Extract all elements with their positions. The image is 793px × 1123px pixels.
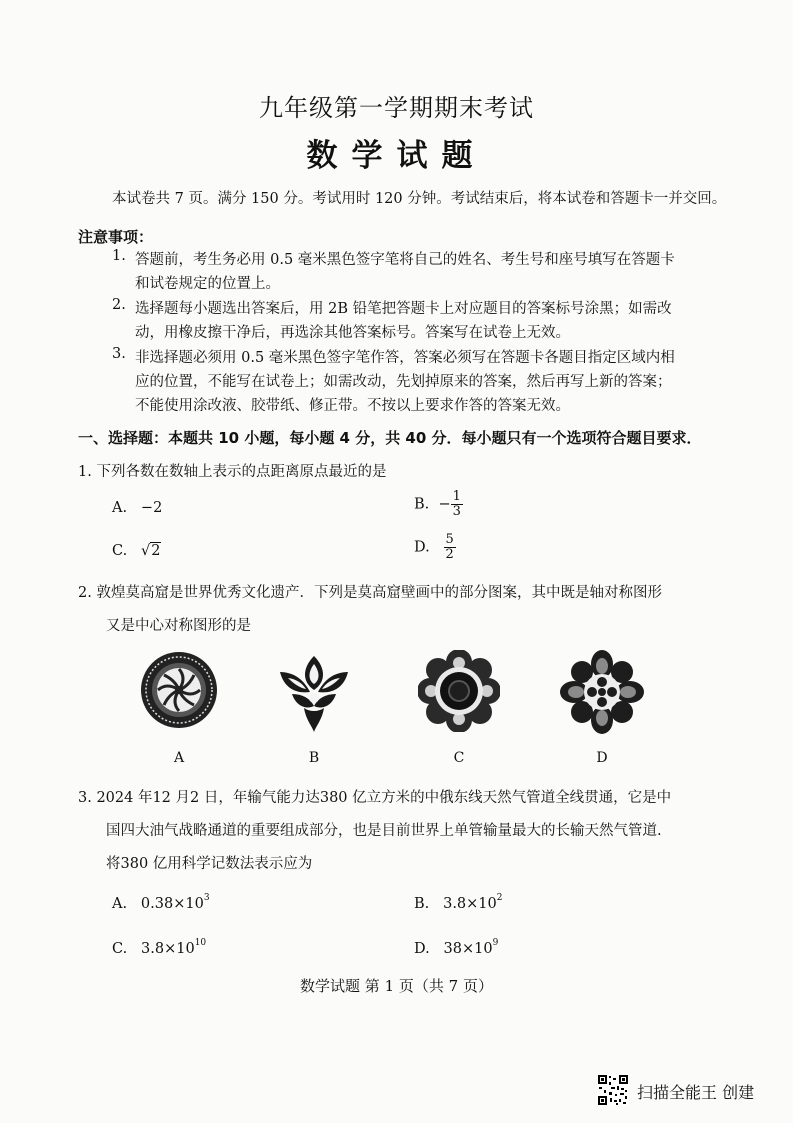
pattern-b-image <box>272 650 356 734</box>
subject-title: 数学试题 <box>306 138 487 174</box>
q3-option-c-label: C. <box>112 941 128 957</box>
note-3-line-1: 非选择题必须用 0.5 毫米黑色签字笔作答，答案必须写在答题卡各题目指定区域内相 <box>135 350 675 366</box>
section-1-heading: 一、选择题：本题共 10 小题，每小题 4 分，共 40 分．每小题只有一个选项符合题目要求． <box>78 429 702 447</box>
pattern-d-image <box>560 650 644 734</box>
scanner-watermark-text: 扫描全能王 创建 <box>637 1083 755 1102</box>
q1-option-d-fraction: $\frac{5}{2}$ <box>445 532 454 562</box>
q1-option-c <box>112 543 161 559</box>
q1-option-d <box>414 533 456 562</box>
note-1-line-1: 答题前，考生务必用 0.5 毫米黑色签字笔将自己的姓名、考生号和座号填写在答题卡 <box>135 252 675 268</box>
q1-option-b-fraction: $\frac{1}{3}$ <box>452 489 461 519</box>
exam-intro: 本试卷共 7 页。满分 150 分。考试用时 120 分钟。考试结束后，将本试卷和答题卡一并交回。 <box>112 191 727 207</box>
pattern-a-image <box>139 650 219 730</box>
q3-option-b-label: B. <box>414 896 430 912</box>
pattern-a-label: A <box>173 750 185 766</box>
q3-option-a: A. $0.38\times 10^3$ <box>112 893 210 912</box>
q2-stem-line-2: 又是中心对称图形的是 <box>106 618 251 634</box>
q2-stem-line-1: 2. 敦煌莫高窟是世界优秀文化遗产．下列是莫高窟壁画中的部分图案，其中既是轴对称图形 <box>78 585 662 601</box>
q3-option-d-label: D. <box>414 941 430 957</box>
q1-stem: 1. 下列各数在数轴上表示的点距离原点最近的是 <box>78 464 387 480</box>
q3-stem-line-1: 3. 2024 年12 月2 日，年输气能力达380 亿立方米的中俄东线天然气管道全线贯通，它是中 <box>78 790 672 806</box>
note-2-number: 2. <box>112 297 126 313</box>
note-2-line-1: 选择题每小题选出答案后，用 2B 铅笔把答题卡上对应题目的答案标号涂黑；如需改 <box>135 301 672 317</box>
note-2-line-2: 动，用橡皮擦干净后，再选涂其他答案标号。答案写在试卷上无效。 <box>135 325 570 341</box>
pattern-c-label: C <box>453 750 465 766</box>
q3-option-d: D. $38\times 10^9$ <box>414 938 499 957</box>
q3-stem-line-2: 国四大油气战略通道的重要组成部分，也是目前世界上单管输量最大的长输天然气管道. <box>106 823 662 839</box>
page-footer: 数学试题 第 1 页（共 7 页） <box>300 977 493 995</box>
q3-stem-line-3: 将380 亿用科学记数法表示应为 <box>106 856 313 872</box>
q1-option-b <box>414 490 463 519</box>
q3-option-a-label: A. <box>112 896 128 912</box>
q1-option-a-label: A. <box>112 500 128 516</box>
note-3-line-2: 应的位置，不能写在试卷上；如需改动，先划掉原来的答案，然后再写上新的答案； <box>135 374 672 390</box>
exam-title: 九年级第一学期期末考试 <box>259 94 534 122</box>
notes-heading: 注意事项： <box>78 228 154 246</box>
q1-option-b-sign: − <box>438 496 451 513</box>
q1-option-d-label: D. <box>414 539 430 556</box>
note-1-line-2: 和试卷规定的位置上。 <box>135 276 280 292</box>
q1-option-a <box>112 500 162 516</box>
note-3-number: 3. <box>112 346 126 362</box>
q1-option-a-value: −2 <box>140 500 163 516</box>
pattern-d-label: D <box>596 750 608 766</box>
note-3-line-3: 不能使用涂改液、胶带纸、修正带。不按以上要求作答的答案无效。 <box>135 398 570 414</box>
q3-option-b: B. $3.8\times 10^2$ <box>414 893 503 912</box>
note-1-number: 1. <box>112 248 126 264</box>
q1-option-c-label: C. <box>112 543 128 559</box>
q1-option-c-sqrt: √2 <box>141 543 161 559</box>
q1-option-b-label: B. <box>414 496 430 513</box>
q3-option-c: C. $3.8\times 10^{10}$ <box>112 938 207 957</box>
pattern-c-image <box>418 650 500 732</box>
pattern-b-label: B <box>308 750 320 766</box>
qr-code-icon <box>597 1074 629 1106</box>
